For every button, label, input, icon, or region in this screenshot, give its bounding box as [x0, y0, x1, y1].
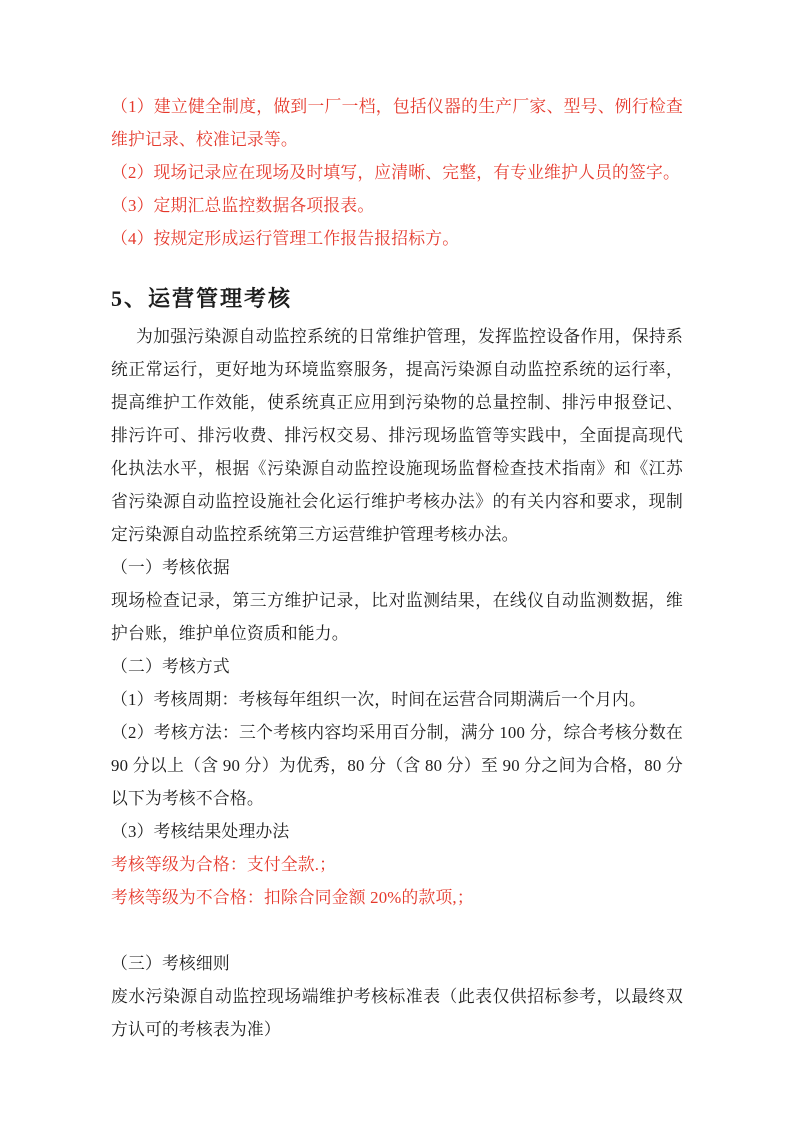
sub2-item: （1）考核周期：考核每年组织一次，时间在运营合同期满后一个月内。 — [111, 690, 647, 709]
sub1-body: 现场检查记录，第三方维护记录，比对监测结果，在线仪自动监测数据，维护台账，维护单位资质和能力。 — [111, 591, 683, 643]
sub2-title: （二）考核方式 — [111, 657, 230, 676]
red-note-item: （3）定期汇总监控数据各项报表。 — [111, 196, 375, 215]
section-heading: 5、运营管理考核 — [111, 286, 293, 311]
red-notes-block — [111, 90, 683, 255]
red-note-item: （2）现场记录应在现场及时填写，应清晰、完整，有专业维护人员的签字。 — [111, 163, 680, 182]
intro-paragraph: 为加强污染源自动监控系统的日常维护管理，发挥监控设备作用，保持系统正常运行，更好地为环境监察服务，提高污染源自动监控系统的运行率，提高维护工作效能，使系统真正应用到污染物的总量控制、排污申报登记、排污许可、排污收费、排污权交易、排污现场监管等实践中，全面提高现代化执法水平，根据《污染源自动监控设施现场监督检查技术指南》和《江苏省污染源自动监控设施社会化运行维护考核办法》的有关内容和要求，现制定污染源自动监控系统第三方运营维护管理考核办法。 — [111, 327, 683, 544]
sub3-title: （三）考核细则 — [111, 954, 230, 973]
sub2-item: （2）考核方法：三个考核内容均采用百分制，满分 100 分，综合考核分数在 90 分以上（含 90 分）为优秀，80 分（含 80 分）至 90 分之间为合格，80 分以下为考核不合格。 — [111, 723, 683, 808]
red-note-item: （1）建立健全制度，做到一厂一档，包括仪器的生产厂家、型号、例行检查维护记录、校准记录等。 — [111, 97, 683, 149]
sub3-body: 废水污染源自动监控现场端维护考核标准表（此表仅供招标参考，以最终双方认可的考核表为准） — [111, 987, 683, 1039]
result-rule: 考核等级为不合格：扣除合同金额 20%的款项,； — [111, 888, 474, 907]
red-note-item: （4）按规定形成运行管理工作报告报招标方。 — [111, 229, 460, 248]
sub1-title: （一）考核依据 — [111, 558, 230, 577]
result-title: （3）考核结果处理办法 — [111, 822, 290, 841]
result-rule: 考核等级为合格：支付全款.； — [111, 855, 337, 874]
